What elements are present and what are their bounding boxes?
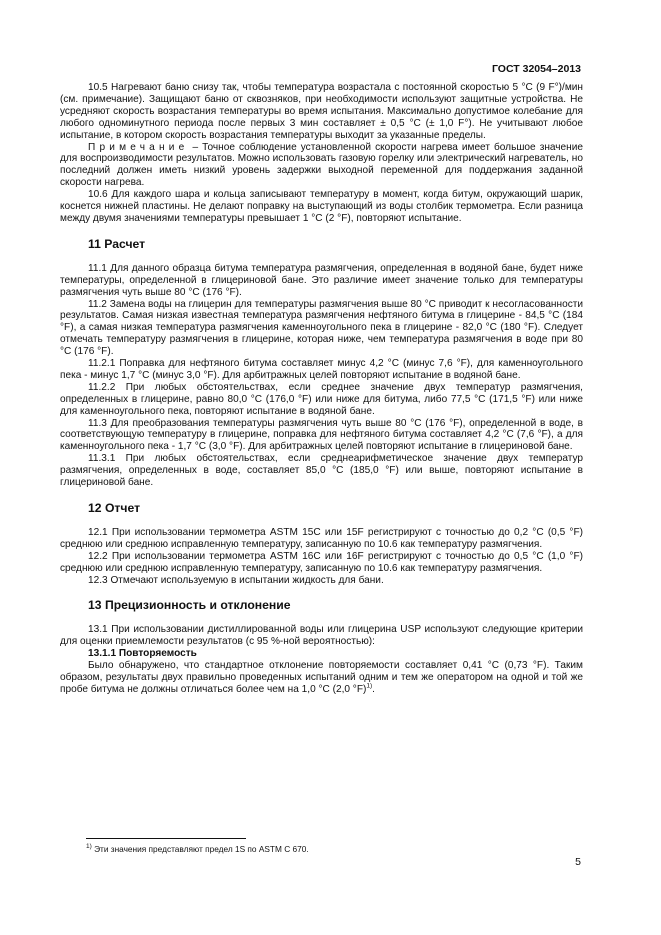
paragraph-12-3: 12.3 Отмечают используемую в испытании жидкость для бани. — [88, 574, 384, 586]
paragraph-12-1: 12.1 При использовании термометра ASTM 15C или 15F регистрируют с точностью до 0,2 °C (0,5 °F) среднюю или среднюю исправленную температуру, записанную по 10.6 как температуру размягчения. — [60, 526, 583, 550]
paragraph-10-6: 10.6 Для каждого шара и кольца записывают температуру в момент, когда битум, окружающий шарик, коснется нижней пластины. Не делают поправку на выступающий из воды столбик термометра. Если разница между двумя значениями температуры превышает 1 °C (2 °F), повторяют испытание. — [60, 189, 583, 224]
page-body — [60, 82, 583, 696]
paragraph-11-3: 11.3 Для преобразования температуры размягчения чуть выше 80 °C (176 °F), определенной в воде, в соответствующую температуру в глицерине, поправка для нефтяного битума составляет 4,2 °C (7,6 °F), а для каменноугольного пека - 1,7 °C (3,0 °F). Для арбитражных целей повторяют испытание в глицериновой бане. — [60, 417, 583, 453]
note-paragraph — [60, 142, 583, 190]
paragraph-12-2: 12.2 При использовании термометра ASTM 16C или 16F регистрируют с точностью до 0,5 °C (1,0 °F) среднюю или среднюю исправленную температуру, записанную по 10.6 как температуру размягчения. — [60, 550, 583, 574]
footnote-text: Эти значения представляют предел 1S по ASTM C 670. — [91, 844, 309, 854]
paragraph-13-1: 13.1 При использовании дистиллированной воды или глицерина USP используют следующие критерии для оценки приемлемости результатов (с 95 %-ной вероятностью): — [60, 624, 583, 648]
footnote-mark: 1) — [86, 843, 92, 851]
page-number: 5 — [575, 856, 581, 868]
paragraph-11-2: 11.2 Замена воды на глицерин для температуры размягчения выше 80 °C приводит к несогласованности результатов. Самая низкая известная температура размягчения нефтяного битума в глицерине - 84,5 °C (184 °F), а самая низкая температура размягчения каменноугольного пека в глицерине - 82,0 °C (180 °F). Следует отмечать температуру размягчения в глицерине, которая ниже, чем температура размягчения в воде при 80 °C (176 °F). — [60, 298, 583, 358]
footnote-reference: 1) — [366, 682, 373, 690]
footnote-divider — [86, 838, 246, 839]
paragraph-11-1: 11.1 Для данного образца битума температура размягчения, определенная в водяной бане, будет ниже температуры, определенной в глицериновой бане. Это различие имеет значение только для температуры размягчения чуть выше 80 °C (176 °F). — [60, 262, 583, 298]
subsection-title-13-1-1: 13.1.1 Повторяемость — [88, 648, 197, 660]
footnote — [86, 844, 309, 854]
section-title-13: 13 Прецизионность и отклонение — [88, 598, 291, 613]
section-title-12: 12 Отчет — [88, 501, 141, 515]
document-code: ГОСТ 32054–2013 — [491, 63, 581, 75]
paragraph-10-5: 10.5 Нагревают баню снизу так, чтобы температура возрастала с постоянной скоростью 5 °C (9 F°)/мин (см. примечание). Защищают баню от сквозняков, при необходимости используют защитные устройства. Не усредняют скорость возрастания температуры во время испытания. Максимально допустимое колебание для любого одноминутного периода после первых 3 мин составляет ± 0,5 °C (± 1,0 F°). Не учитывают любое испытание, в котором скорость возрастания температуры выходит за указанные пределы. — [60, 82, 583, 141]
paragraph-13-1-1: Было обнаружено, что стандартное отклонение повторяемости составляет 0,41 °C (0,73 °F). Таким образом, результаты двух правильно проведенных испытаний одним и тем же оператором на одной и той же пробе битума не должны отличаться более чем на 1,0 °C (2,0 °F)$^{1)}$. — [60, 660, 583, 695]
paragraph-11-2-2: 11.2.2 При любых обстоятельствах, если среднее значение двух температур размягчения, определенных в глицерине, равно 80,0 °C (176,0 °F) или ниже для битума, либо 77,5 °C (171,5 °F) или ниже для каменноугольного пека, повторяют испытание в водяной бане. — [60, 381, 583, 417]
note-lead: Примечание — [88, 141, 189, 153]
section-title-11: 11 Расчет — [88, 236, 146, 251]
paragraph-11-2-1: 11.2.1 Поправка для нефтяного битума составляет минус 4,2 °C (минус 7,6 °F), для каменноугольного пека - минус 1,7 °C (минус 3,0 °F). Для арбитражных целей повторяют испытание в водяной бане. — [60, 358, 583, 381]
paragraph-11-3-1: 11.3.1 При любых обстоятельствах, если среднеарифметическое значение двух температур размягчения, определенных в воде, составляет 85,0 °C (185,0 °F) или выше, повторяют испытание в глицериновой бане. — [60, 453, 583, 489]
note-text: – Точное соблюдение установленной скорости нагрева имеет большое значение для воспроизводимости результатов. Можно использовать газовую горелку или электрический нагреватель, но последний должен иметь низкий уровень задержки выходной переменной для поддержания заданной скорости нагрева. — [60, 141, 583, 189]
paragraph-13-1-1-text: Было обнаружено, что стандартное отклонение повторяемости составляет 0,41 °C (0,73 °F). Таким образом, результаты двух правильно проведенных испытаний одним и тем же оператором на одной и той же пробе битума не должны отличаться более чем на 1,0 °C (2,0 °F) — [60, 660, 583, 695]
